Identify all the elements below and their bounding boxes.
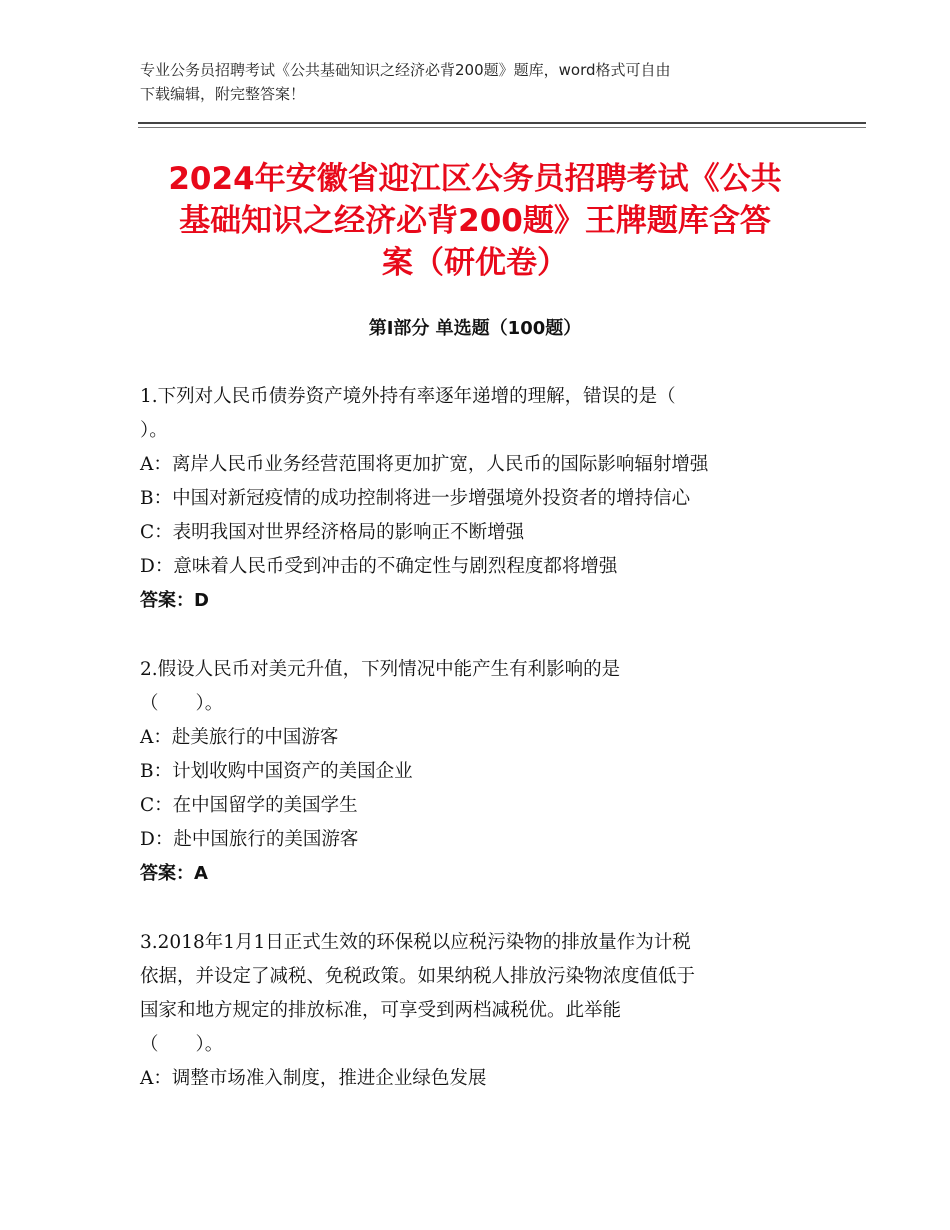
document-title [140,158,810,284]
option-d: D：赴中国旅行的美国游客 [140,829,359,850]
header-divider [138,122,866,124]
option-c: C：在中国留学的美国学生 [140,795,358,816]
document-title-line: 2024年安徽省迎江区公务员招聘考试《公共 [168,161,782,197]
question-stem-line: 3.2018年1月1日正式生效的环保税以应税污染物的排放量作为计税 [140,932,691,953]
option-a: A：调整市场准入制度，推进企业绿色发展 [140,1068,487,1089]
section-heading: 第Ⅰ部分 单选题（100题） [368,318,582,339]
answer-label: 答案：A [140,863,208,884]
question-stem-line: 国家和地方规定的排放标准，可享受到两档减税优。此举能 [140,1000,622,1021]
answer-label: 答案：D [140,590,209,611]
question-stem-line: 依据，并设定了减税、免税政策。如果纳税人排放污染物浓度值低于 [140,966,696,987]
question-stem [140,926,812,1062]
question-stem-line: 2.假设人民币对美元升值，下列情况中能产生有利影响的是 [140,659,621,680]
header-note [140,58,820,106]
header-note-line: 下载编辑，附完整答案！ [140,85,306,103]
question-stem [140,380,812,448]
question-stem-line: （ ）。 [140,693,224,714]
option-b: B：计划收购中国资产的美国企业 [140,761,413,782]
document-title-line: 案（研优卷） [382,245,568,281]
header-note-line: 专业公务员招聘考试《公共基础知识之经济必背200题》题库，word格式可自由 [140,61,671,79]
option-a: A：赴美旅行的中国游客 [140,727,339,748]
question-stem-line: ）。 [140,420,168,441]
question-stem [140,653,812,721]
document-title-line: 基础知识之经济必背200题》王牌题库含答 [179,203,771,239]
question-stem-line: 1.下列对人民币债券资产境外持有率逐年递增的理解，错误的是（ [140,386,676,407]
question-stem-line: （ ）。 [140,1034,224,1055]
option-a: A：离岸人民币业务经营范围将更加扩宽，人民币的国际影响辐射增强 [140,454,709,475]
option-b: B：中国对新冠疫情的成功控制将进一步增强境外投资者的增持信心 [140,488,691,509]
option-c: C：表明我国对世界经济格局的影响正不断增强 [140,522,525,543]
option-d: D：意味着人民币受到冲击的不确定性与剧烈程度都将增强 [140,556,618,577]
header-divider-thin [138,127,866,128]
